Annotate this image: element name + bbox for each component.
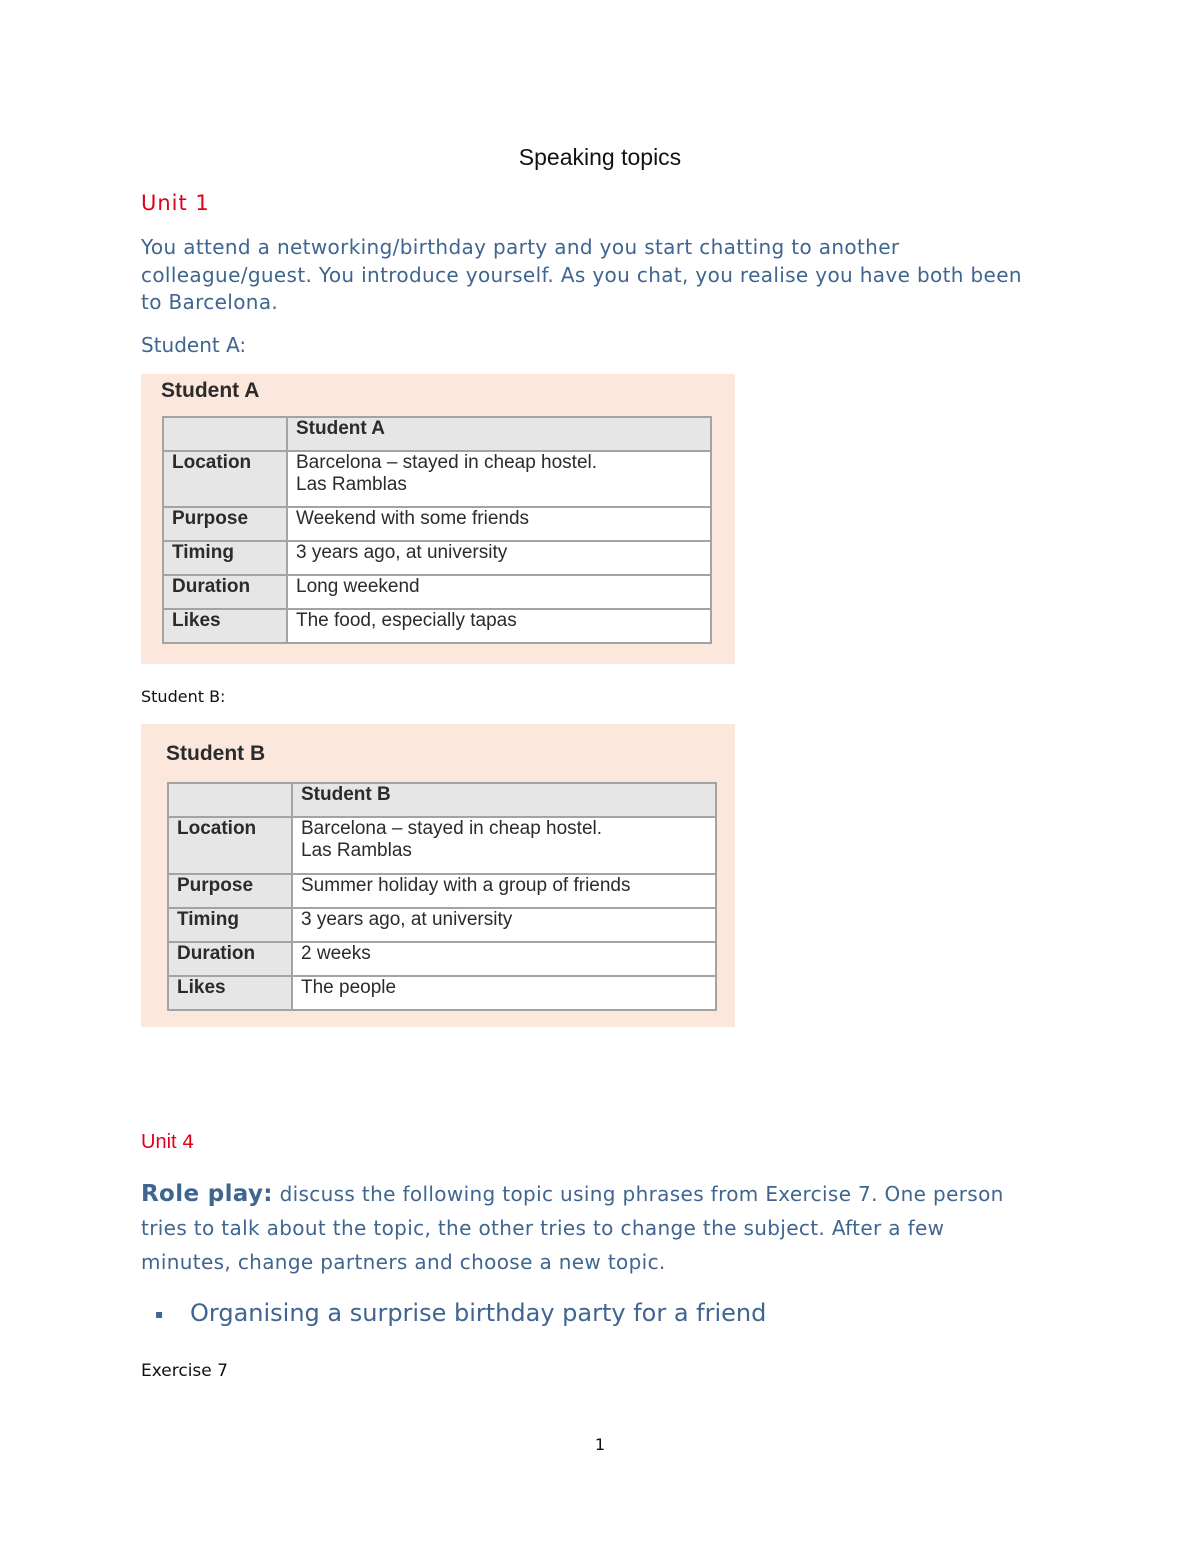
role-play-text: discuss the following topic using phrases from Exercise 7. One person tries to talk about the topic, the other tries to change the subject. After a few minutes, change partners and choose a new topic.	[141, 1182, 1004, 1274]
table-row	[163, 575, 711, 609]
row-value: 3 years ago, at university	[292, 908, 716, 942]
student-b-table	[167, 782, 717, 1011]
row-label: Purpose	[163, 507, 287, 541]
unit-4-heading-word: Unit	[141, 1131, 177, 1153]
table-header: Student B	[292, 783, 716, 817]
table-row	[163, 609, 711, 643]
table-row	[168, 908, 716, 942]
topic-text: Organising a surprise birthday party for a friend	[190, 1299, 767, 1327]
row-value: The food, especially tapas	[287, 609, 711, 643]
student-a-table	[162, 416, 712, 644]
unit-4-heading-number: 4	[182, 1131, 195, 1153]
row-label: Location	[163, 451, 287, 507]
role-play-lead: Role play:	[141, 1181, 273, 1207]
row-label: Timing	[168, 908, 292, 942]
page-title: Speaking topics	[518, 144, 682, 170]
row-value: Weekend with some friends	[287, 507, 711, 541]
row-label: Duration	[168, 942, 292, 976]
bullet-square-icon: ▪	[155, 1307, 164, 1321]
row-value: 2 weeks	[292, 942, 716, 976]
row-label: Duration	[163, 575, 287, 609]
unit-1-intro: You attend a networking/birthday party and you start chatting to another colleague/guest. You introduce yourself. As you chat, you realise you have both been to Barcelona.	[141, 235, 1022, 314]
unit-1-heading: Unit 1	[141, 191, 210, 215]
row-label: Likes	[168, 976, 292, 1010]
row-value: Barcelona – stayed in cheap hostel. Las Ramblas	[292, 817, 716, 874]
table-row	[163, 541, 711, 575]
student-b-card-title: Student B	[166, 742, 266, 765]
page-number: 1	[594, 1435, 606, 1454]
row-value: The people	[292, 976, 716, 1010]
row-value: Long weekend	[287, 575, 711, 609]
row-label: Location	[168, 817, 292, 874]
table-row	[163, 451, 711, 507]
table-corner-cell	[168, 783, 292, 817]
student-b-card	[141, 724, 735, 1027]
row-value: Summer holiday with a group of friends	[292, 874, 716, 908]
student-a-card-title: Student A	[161, 379, 260, 402]
row-value: 3 years ago, at university	[287, 541, 711, 575]
table-header: Student A	[287, 417, 711, 451]
student-b-label: Student B:	[141, 687, 226, 706]
unit-4-heading	[141, 1131, 194, 1154]
row-label: Timing	[163, 541, 287, 575]
student-a-label: Student A:	[141, 333, 247, 357]
table-row	[168, 874, 716, 908]
row-value: Barcelona – stayed in cheap hostel. Las Ramblas	[287, 451, 711, 507]
table-row	[168, 942, 716, 976]
table-row	[168, 976, 716, 1010]
row-label: Likes	[163, 609, 287, 643]
row-label: Purpose	[168, 874, 292, 908]
table-corner-cell	[163, 417, 287, 451]
topic-bullet	[155, 1299, 766, 1327]
table-row	[163, 507, 711, 541]
table-row	[168, 817, 716, 874]
role-play-paragraph	[141, 1177, 1041, 1279]
student-a-card	[141, 374, 735, 664]
exercise-label: Exercise 7	[141, 1361, 228, 1381]
